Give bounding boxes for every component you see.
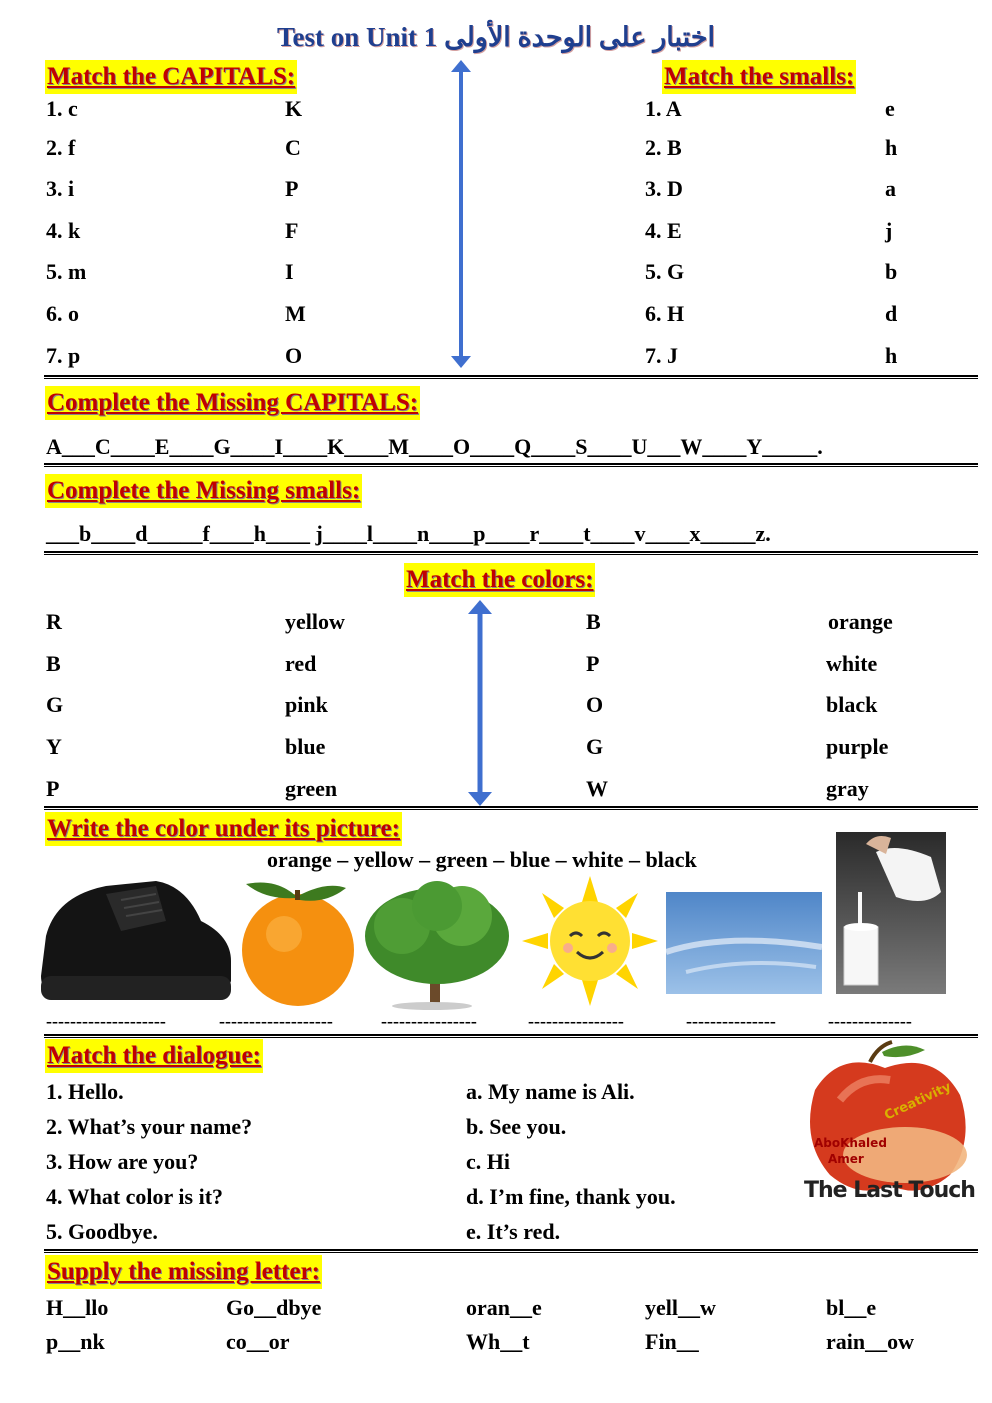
list-item: 4. k: [46, 218, 81, 243]
list-item: O: [285, 343, 303, 368]
list-item: bl__e: [826, 1295, 877, 1320]
list-item: orange: [828, 609, 893, 634]
orange-image: [236, 876, 360, 1010]
list-item: 6. o: [46, 301, 79, 326]
list-item: G: [46, 692, 64, 717]
list-item: a. My name is Ali.: [466, 1079, 635, 1104]
list-item: I: [285, 259, 294, 284]
list-item: green: [285, 776, 338, 801]
write-color-heading: Write the color under its picture:: [45, 812, 402, 846]
list-item: oran__e: [466, 1295, 542, 1320]
list-item: 1. c: [46, 96, 78, 121]
list-item: 7. p: [46, 343, 81, 368]
logo-tagline: The Last Touch: [804, 1178, 975, 1203]
list-item: yell__w: [645, 1295, 716, 1320]
logo-author: AboKhaled: [814, 1136, 887, 1150]
sun-image: [522, 876, 658, 1006]
list-item: e. It’s red.: [466, 1219, 561, 1244]
list-item: M: [285, 301, 306, 326]
list-item: co__or: [226, 1329, 290, 1354]
supply-heading: Supply the missing letter:: [45, 1255, 322, 1289]
logo-creativity: Creativity: [882, 1079, 954, 1124]
word-bank: orange – yellow – green – blue – white – black: [267, 847, 697, 872]
answer-line[interactable]: ---------------: [686, 1011, 776, 1031]
capitals-heading: Match the CAPITALS:: [45, 60, 297, 94]
sky-image: [666, 892, 822, 994]
missing-capitals-heading: Complete the Missing CAPITALS:: [45, 386, 420, 420]
list-item: b: [885, 259, 898, 284]
list-item: p__nk: [46, 1329, 105, 1354]
colors-heading: Match the colors:: [404, 563, 595, 597]
list-item: pink: [285, 692, 328, 717]
list-item: 1. Hello.: [46, 1079, 124, 1104]
list-item: d. I’m fine, thank you.: [466, 1184, 676, 1209]
list-item: 4. What color is it?: [46, 1184, 224, 1209]
list-item: P: [285, 176, 299, 201]
list-item: c. Hi: [466, 1149, 510, 1174]
list-item: 7. J: [645, 343, 678, 368]
double-arrow-icon: [467, 598, 493, 808]
list-item: h: [885, 135, 898, 160]
list-item: 5. Goodbye.: [46, 1219, 158, 1244]
logo-author: Amer: [828, 1152, 864, 1166]
smalls-heading: Match the smalls:: [662, 60, 856, 94]
missing-smalls-heading: Complete the Missing smalls:: [45, 474, 362, 508]
section-divider: [44, 1249, 978, 1253]
double-arrow-icon: [449, 58, 473, 370]
list-item: F: [285, 218, 299, 243]
answer-line[interactable]: ----------------: [381, 1011, 477, 1031]
list-item: j: [885, 218, 893, 243]
list-item: yellow: [285, 609, 345, 634]
section-divider: [44, 551, 978, 555]
list-item: 2. f: [46, 135, 76, 160]
list-item: blue: [285, 734, 326, 759]
list-item: B: [46, 651, 61, 676]
list-item: 3. i: [46, 176, 75, 201]
list-item: W: [586, 776, 608, 801]
section-divider: [44, 1034, 978, 1038]
milk-image: [836, 832, 946, 994]
list-item: R: [46, 609, 62, 634]
list-item: P: [46, 776, 60, 801]
list-item: e: [885, 96, 895, 121]
list-item: white: [826, 651, 878, 676]
tree-image: [362, 876, 512, 1010]
list-item: Go__dbye: [226, 1295, 322, 1320]
list-item: 4. E: [645, 218, 682, 243]
missing-smalls-line: ___b____d_____f____h____ j____l____n____p____r____t____v____x_____z.: [46, 521, 771, 546]
list-item: black: [826, 692, 878, 717]
answer-line[interactable]: ----------------: [528, 1011, 624, 1031]
list-item: 3. D: [645, 176, 683, 201]
list-item: K: [285, 96, 303, 121]
list-item: h: [885, 343, 898, 368]
list-item: H__llo: [46, 1295, 109, 1320]
section-divider: [44, 463, 978, 467]
list-item: d: [885, 301, 898, 326]
list-item: gray: [826, 776, 869, 801]
answer-line[interactable]: --------------------: [46, 1011, 166, 1031]
list-item: 2. B: [645, 135, 682, 160]
list-item: Wh__t: [466, 1329, 530, 1354]
list-item: 5. m: [46, 259, 87, 284]
list-item: red: [285, 651, 317, 676]
shoe-image: [36, 876, 236, 1008]
section-divider: [44, 806, 978, 810]
list-item: 1. A: [645, 96, 682, 121]
page-title: Test on Unit 1 اختبار على الوحدة الأولى: [277, 22, 715, 52]
list-item: purple: [826, 734, 889, 759]
answer-line[interactable]: --------------: [828, 1011, 912, 1031]
section-divider: [44, 375, 978, 379]
list-item: B: [586, 609, 601, 634]
list-item: C: [285, 135, 301, 160]
list-item: 6. H: [645, 301, 685, 326]
missing-capitals-line: A___C____E____G____I____K____M____O____Q____S____U___W____Y_____.: [46, 434, 823, 459]
logo: [800, 1040, 975, 1210]
answer-line[interactable]: -------------------: [219, 1011, 333, 1031]
list-item: G: [586, 734, 604, 759]
list-item: 5. G: [645, 259, 685, 284]
list-item: b. See you.: [466, 1114, 567, 1139]
list-item: Fin__: [645, 1329, 699, 1354]
list-item: rain__ow: [826, 1329, 914, 1354]
list-item: O: [586, 692, 604, 717]
list-item: 3. How are you?: [46, 1149, 199, 1174]
list-item: 2. What’s your name?: [46, 1114, 253, 1139]
list-item: a: [885, 176, 896, 201]
list-item: Y: [46, 734, 62, 759]
dialogue-heading: Match the dialogue:: [45, 1039, 263, 1073]
list-item: P: [586, 651, 600, 676]
